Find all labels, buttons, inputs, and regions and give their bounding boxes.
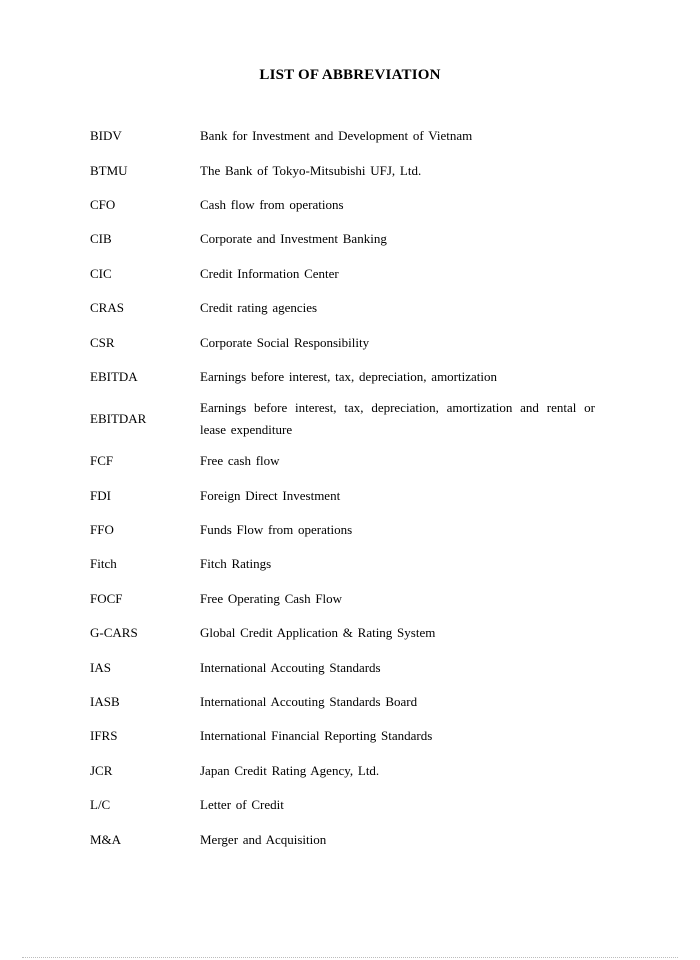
abbreviation: CRAS (90, 300, 124, 316)
list-item (90, 444, 595, 478)
abbreviation: CFO (90, 196, 116, 212)
abbreviation: FFO (90, 522, 114, 538)
definition: Free Operating Cash Flow (200, 590, 343, 606)
list-item (90, 547, 595, 581)
definition: The Bank of Tokyo-Mitsubishi UFJ, Ltd. (200, 162, 422, 178)
abbreviation: EBITDAR (90, 411, 147, 427)
definition: Merger and Acquisition (200, 831, 327, 847)
abbreviation: FOCF (90, 590, 123, 606)
definition: Letter of Credit (200, 797, 284, 813)
definition: Funds Flow from operations (200, 522, 353, 538)
definition: Corporate and Investment Banking (200, 231, 387, 247)
abbreviation: IFRS (90, 728, 118, 744)
list-item (90, 719, 595, 753)
definition: Earnings before interest, tax, depreciation, amortization and rental or lease expenditure (200, 400, 595, 438)
list-item (90, 685, 595, 719)
abbreviation: EBITDA (90, 368, 138, 384)
list-item (90, 360, 595, 394)
abbreviation: CIC (90, 265, 112, 281)
list-item (90, 582, 595, 616)
abbreviation-list (90, 119, 595, 857)
abbreviation: L/C (90, 797, 111, 813)
abbreviation: BIDV (90, 128, 122, 144)
definition: Fitch Ratings (200, 556, 272, 572)
list-item (90, 119, 595, 153)
abbreviation: M&A (90, 831, 122, 847)
list-item (90, 479, 595, 513)
abbreviation: IASB (90, 694, 120, 710)
abbreviation: G-CARS (90, 625, 138, 641)
abbreviation: IAS (90, 659, 111, 675)
abbreviation: CSR (90, 334, 115, 350)
list-item (90, 650, 595, 684)
definition: International Accouting Standards (200, 659, 381, 675)
definition: Earnings before interest, tax, depreciation, amortization (200, 368, 497, 384)
list-item (90, 153, 595, 187)
definition: Global Credit Application & Rating System (200, 625, 436, 641)
list-item (90, 291, 595, 325)
definition: Corporate Social Responsibility (200, 334, 370, 350)
list-item (90, 513, 595, 547)
list-item (90, 394, 595, 444)
definition: International Accouting Standards Board (200, 694, 418, 710)
list-item (90, 325, 595, 359)
list-item (90, 257, 595, 291)
list-item (90, 822, 595, 856)
definition: Bank for Investment and Development of Vietnam (200, 128, 473, 144)
abbreviation: FDI (90, 487, 111, 503)
definition: Cash flow from operations (200, 196, 344, 212)
list-item (90, 754, 595, 788)
definition: Credit rating agencies (200, 300, 318, 316)
definition: Foreign Direct Investment (200, 487, 341, 503)
definition: Credit Information Center (200, 265, 339, 281)
list-item (90, 222, 595, 256)
abbreviation: BTMU (90, 162, 128, 178)
definition: Japan Credit Rating Agency, Ltd. (200, 762, 380, 778)
list-item (90, 616, 595, 650)
abbreviation: JCR (90, 762, 113, 778)
page-bottom-rule (22, 957, 678, 958)
abbreviation: Fitch (90, 556, 117, 572)
abbreviation: FCF (90, 453, 114, 469)
abbreviation: CIB (90, 231, 112, 247)
definition: Free cash flow (200, 453, 280, 469)
list-item (90, 188, 595, 222)
definition: International Financial Reporting Standards (200, 728, 433, 744)
page-title: LIST OF ABBREVIATION (259, 67, 441, 83)
list-item (90, 788, 595, 822)
